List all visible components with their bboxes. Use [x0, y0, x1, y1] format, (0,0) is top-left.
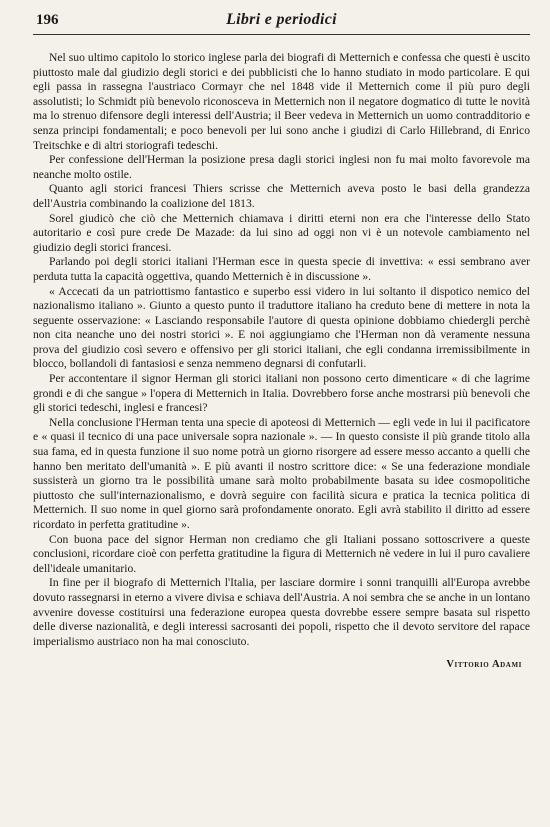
paragraph: Quanto agli storici francesi Thiers scrisse che Metternich aveva posto le basi della grandezza dell'Austria combinando la coalizione del 1813. [33, 182, 530, 210]
page-number: 196 [36, 12, 59, 28]
paragraph: Con buona pace del signor Herman non crediamo che gli Italiani possano sottoscrivere a queste conclusioni, ricordare cioè con perfetta gratitudine la figura di Metternich nè vedere in lui il puro cavaliere dell'ideale umanitario. [33, 532, 530, 575]
paragraph: Sorel giudicò che ciò che Metternich chiamava i diritti eterni non era che l'interesse dello Stato autoritario e così pure crede De Mazade: da lui sino ad oggi non vi è un notevole cambiamento nel giudizio degli storici francesi. [33, 211, 530, 254]
article-body [33, 51, 530, 649]
paragraph: Nella conclusione l'Herman tenta una specie di apoteosi di Metternich — egli vede in lui il pacificatore e « quasi il tecnico di una pace universale sopra nazionale ». — In questo consiste il più grande titolo alla sua fama, ed in questa funzione il suo nome potrà un giorno risorgere ad essere messo accanto a quelli che hanno ben meritato dell'umanità ». E più avanti il nostro scrittore dice: « Se una federazione mondiale sussisterà un giorno tra le possibilità umane sarà molto probabilmente basata su idee cosmopolitiche piuttosto che sull'internazionalismo, e dovrà seguire con facilità sicura e pratica la tecnica politica di Metternich. Il suo nome in quel giorno sarà profondamente onorato. Egli avrà stabilito il diritto ad essere ricordato in perfetta gratitudine ». [33, 415, 530, 531]
paragraph: Per confessione dell'Herman la posizione presa dagli storici inglesi non fu mai molto favorevole ma neanche molto ostile. [33, 153, 530, 181]
paragraph: Per accontentare il signor Herman gli storici italiani non possono certo dimenticare « di che lagrime grondi e di che sangue » l'opera di Metternich in Italia. Dovrebbero forse anche mostrarsi più benevoli che gli storici tedeschi, inglesi e francesi? [33, 372, 530, 415]
paragraph: In fine per il biografo di Metternich l'Italia, per lasciare dormire i sonni tranquilli all'Europa avrebbe dovuto rassegnarsi in eterno a vivere divisa e schiava dell'Austria. A noi sembra che se anche in un lontano avvenire dovesse costituirsi una federazione europea questa dovrebbe essere sempre basata sul rispetto delle diverse nazionalità, e degli interessi sacrosanti dei popoli, rispetto che il devoto servitore del rapace imperialismo austriaco non ha mai conosciuto. [33, 576, 530, 648]
page-header [33, 8, 530, 35]
paragraph: Nel suo ultimo capitolo lo storico inglese parla dei biografi di Metternich e confessa che questi è uscito piuttosto male dal giudizio degli storici e dei pubblicisti che lo hanno studiato in modo particolare. E qui egli passa in rassegna l'austriaco Cormayr che nel 1848 vide il Metternich come il più puro degli assolutisti; lo Schmidt più benevolo riconosceva in Metternich non il negatore dogmatico di tutte le novità ma lo strenuo difensore degli interessi dell'Austria; il Beer vedeva in Metternich un uomo contradditorio e senza principi fondamentali; e poco benevoli per lui sono anche i giudizi di Carlo Hillebrand, di Enrico Treitschke e di altri storiografi tedeschi. [33, 51, 530, 152]
running-title: Libri e periodici [226, 11, 337, 28]
paragraph: Parlando poi degli storici italiani l'Herman esce in questa specie di invettiva: « essi sembrano aver perduta tutta la capacità oggettiva, quando Metternich è in discussione ». [33, 255, 530, 283]
author-signature: Vittorio Adami [446, 659, 522, 671]
paragraph: « Accecati da un patriottismo fantastico e superbo essi videro in lui soltanto il dispotico nemico del nazionalismo italiano ». Giunto a questo punto il traduttore italiano ha creduto bene di mettere in nota la seguente osservazione: « Lasciando responsabile l'autore di questa opinione dobbiamo chiedergli perchè non cita neanche uno dei nostri storici ». E noi aggiungiamo che l'Herman non dà veramente nessuna prova del giudizio così severo e offensivo per gli storici italiani, che egli condanna irremissibilmente in blocco, bollandoli di fantasiosi e senza nemmeno degnarsi di confutarli. [33, 284, 530, 371]
